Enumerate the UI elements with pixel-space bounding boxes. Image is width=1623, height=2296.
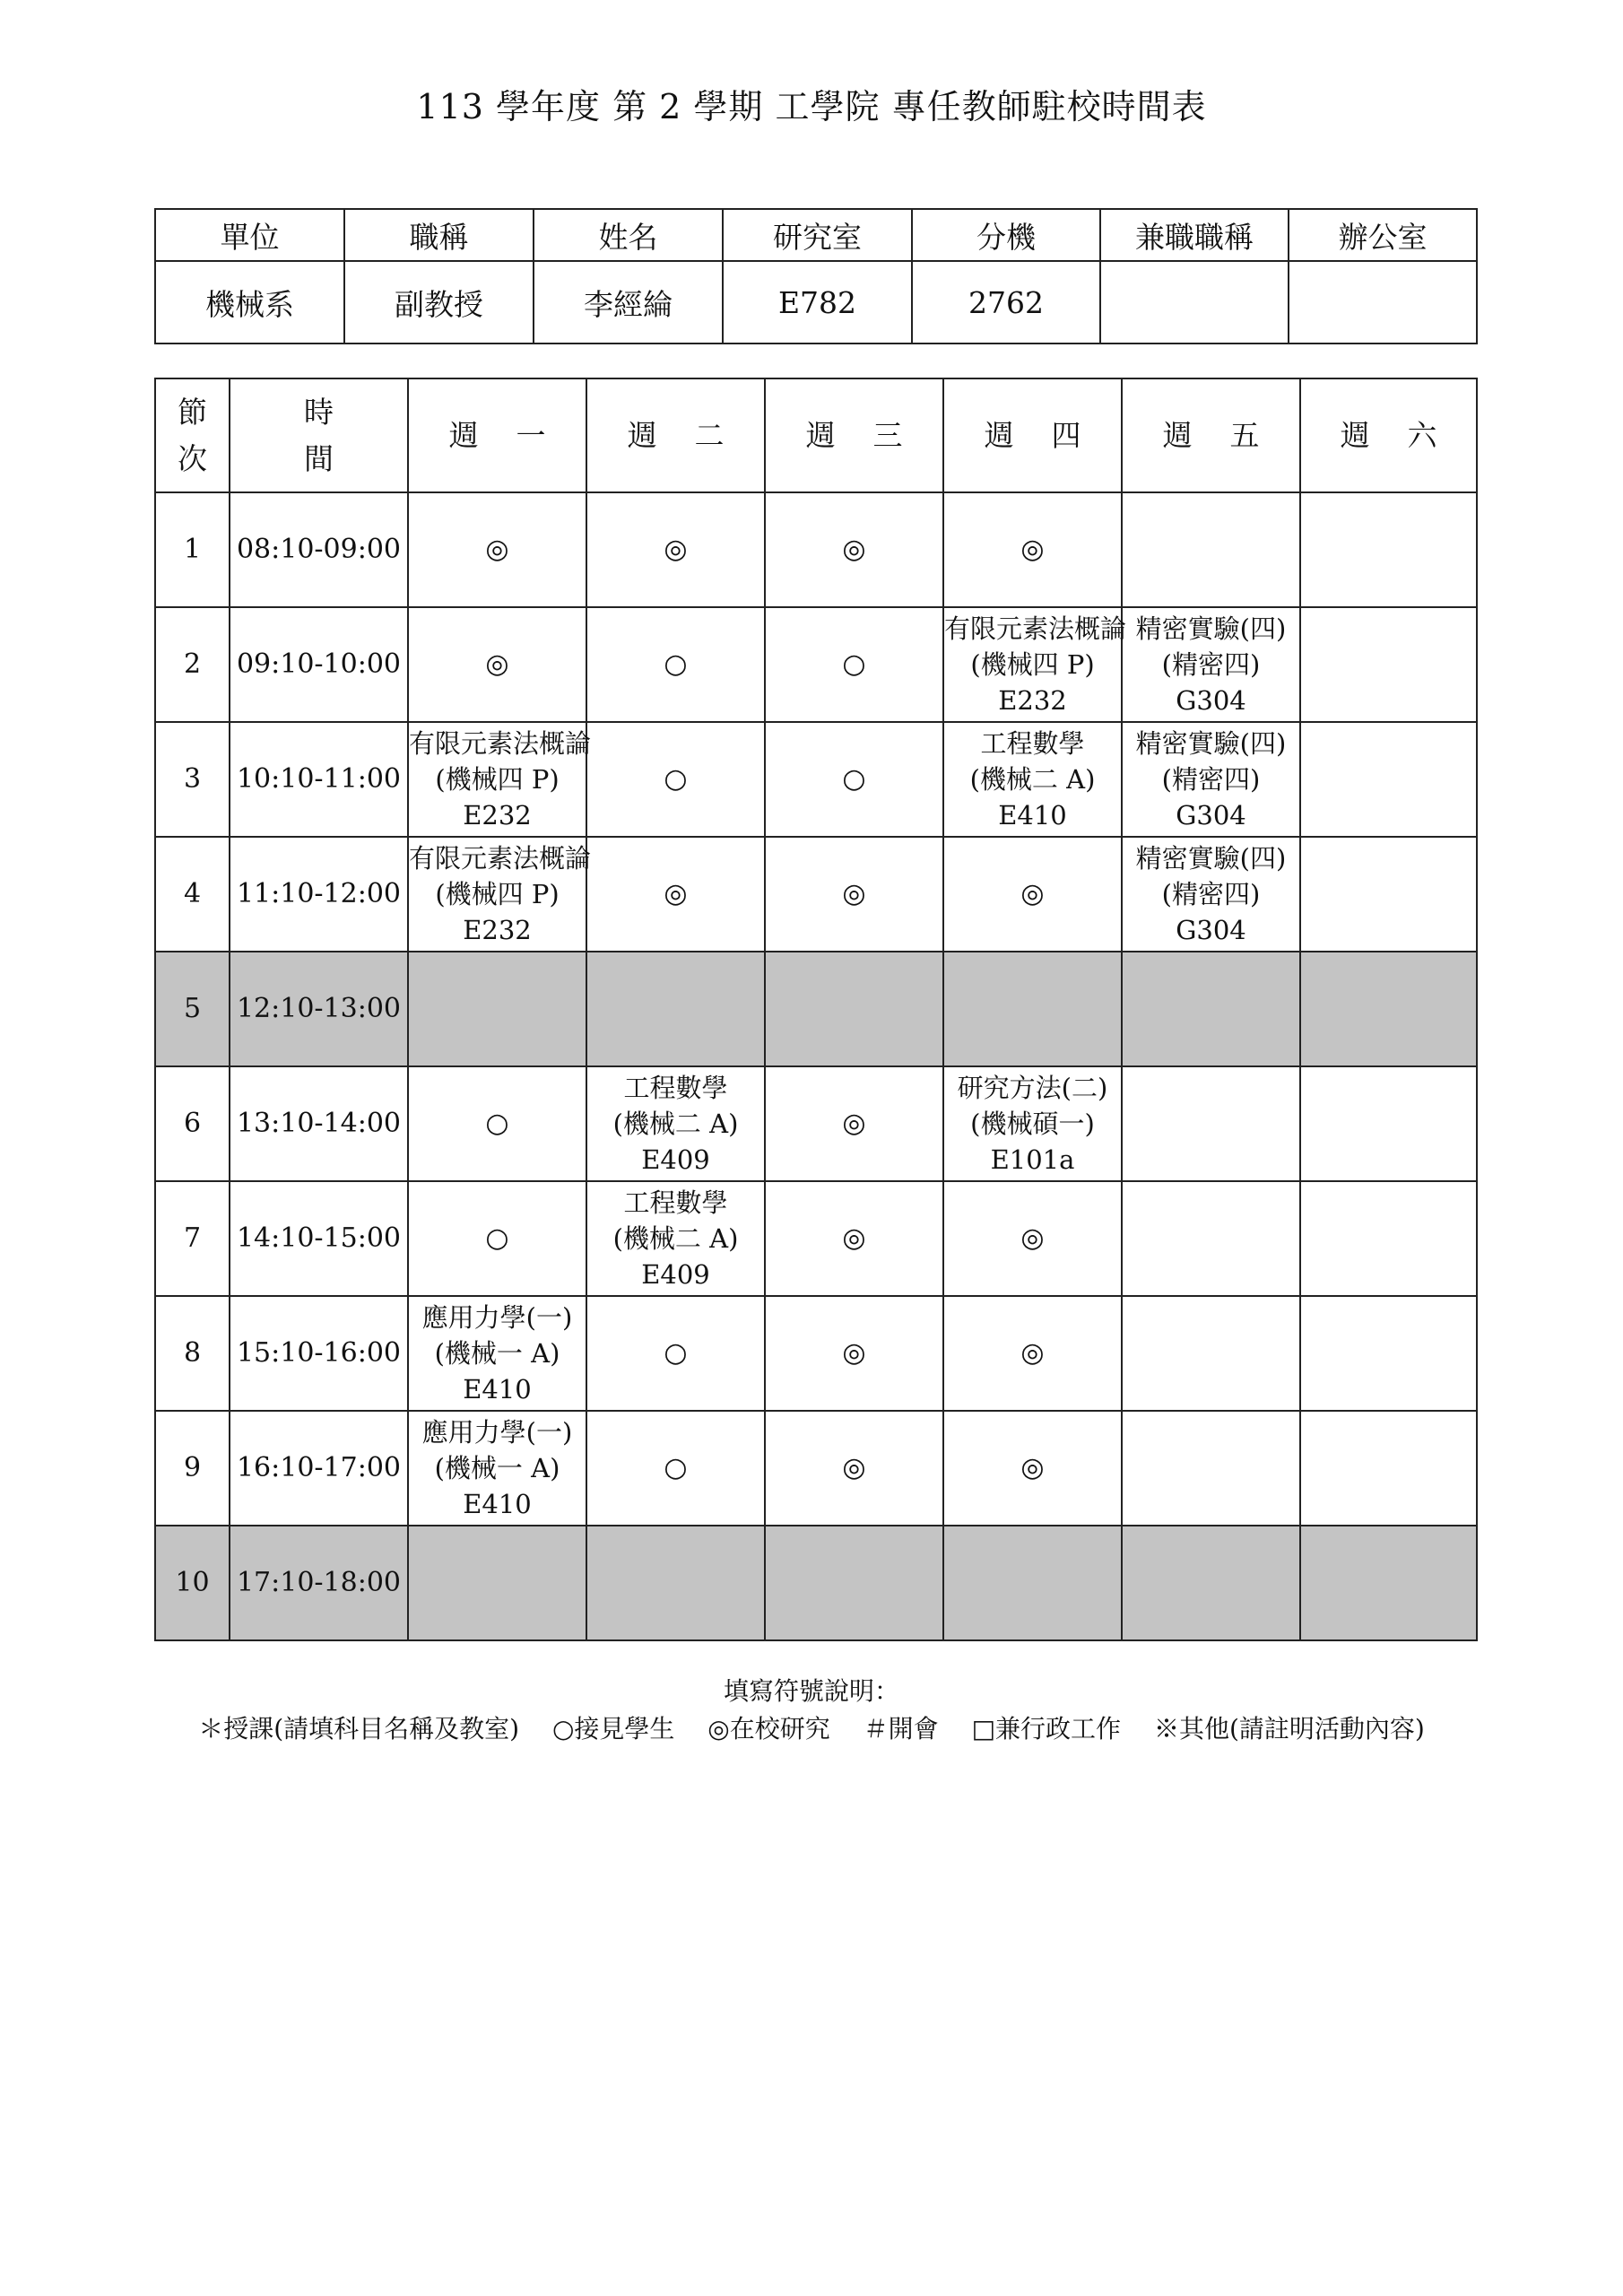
slot-fri-1 bbox=[1122, 492, 1300, 607]
period-number: 7 bbox=[155, 1181, 230, 1296]
legend-title: 填寫符號說明： bbox=[723, 1676, 899, 1706]
info-value-name: 李經綸 bbox=[534, 261, 723, 344]
header-day-sat: 週六 bbox=[1300, 378, 1477, 492]
info-header-unit: 單位 bbox=[155, 209, 344, 261]
slot-tue-2 bbox=[586, 607, 765, 722]
slot-mon-8 bbox=[408, 1296, 586, 1411]
slot-fri-2 bbox=[1122, 607, 1300, 722]
slot-course-line: G304 bbox=[1176, 685, 1246, 716]
schedule-row-5 bbox=[155, 952, 1477, 1066]
slot-fri-9 bbox=[1122, 1411, 1300, 1526]
schedule-row-6 bbox=[155, 1066, 1477, 1181]
slot-wed-7 bbox=[765, 1181, 943, 1296]
slot-wed-10 bbox=[765, 1526, 943, 1640]
slot-course-line: G304 bbox=[1176, 800, 1246, 831]
legend-item-meet-students: ○接見學生 bbox=[551, 1714, 675, 1744]
slot-fri-5 bbox=[1122, 952, 1300, 1066]
slot-symbol: ◎ bbox=[1020, 1337, 1045, 1369]
slot-symbol: ◎ bbox=[842, 878, 866, 909]
period-time: 08:10-09:00 bbox=[230, 492, 408, 607]
slot-wed-8 bbox=[765, 1296, 943, 1411]
info-header-concurrent-title: 兼職職稱 bbox=[1100, 209, 1289, 261]
teacher-info-table bbox=[154, 208, 1478, 344]
slot-course-line: 精密實驗(四) bbox=[1135, 728, 1287, 759]
slot-symbol: ◎ bbox=[664, 878, 688, 909]
legend-item-teaching: ＊授課(請填科目名稱及教室) bbox=[198, 1714, 520, 1744]
slot-tue-7 bbox=[586, 1181, 765, 1296]
legend-item-other: ※其他(請註明活動內容) bbox=[1153, 1714, 1425, 1744]
schedule-row-7 bbox=[155, 1181, 1477, 1296]
page-title: 113 學年度 第 2 學期 工學院 專任教師駐校時間表 bbox=[416, 87, 1207, 126]
slot-thu-8 bbox=[943, 1296, 1122, 1411]
slot-tue-3 bbox=[586, 722, 765, 837]
slot-course-line: 應用力學(一) bbox=[421, 1417, 573, 1448]
slot-sat-4 bbox=[1300, 837, 1477, 952]
info-value-rank: 副教授 bbox=[344, 261, 534, 344]
slot-course-line: (機械一 A) bbox=[434, 1453, 560, 1483]
legend-item-admin-work: □兼行政工作 bbox=[971, 1714, 1122, 1744]
slot-symbol: ◎ bbox=[842, 1337, 866, 1369]
slot-thu-2 bbox=[943, 607, 1127, 722]
slot-symbol: ◎ bbox=[485, 648, 509, 680]
slot-sat-9 bbox=[1300, 1411, 1477, 1526]
slot-wed-5 bbox=[765, 952, 943, 1066]
period-number: 4 bbox=[155, 837, 230, 952]
slot-thu-9 bbox=[943, 1411, 1122, 1526]
slot-symbol: ◎ bbox=[842, 1222, 866, 1254]
info-value-row bbox=[155, 261, 1477, 344]
legend-item-research: ◎在校研究 bbox=[707, 1714, 830, 1744]
slot-symbol: ○ bbox=[664, 1452, 688, 1483]
slot-course-line: E410 bbox=[463, 1374, 532, 1405]
period-time: 13:10-14:00 bbox=[230, 1066, 408, 1181]
slot-fri-10 bbox=[1122, 1526, 1300, 1640]
slot-sat-2 bbox=[1300, 607, 1477, 722]
slot-course-line: E409 bbox=[641, 1144, 710, 1175]
slot-fri-8 bbox=[1122, 1296, 1300, 1411]
slot-mon-6 bbox=[408, 1066, 586, 1181]
info-value-admin-office bbox=[1289, 261, 1477, 344]
schedule-row-8 bbox=[155, 1296, 1477, 1411]
slot-course-line: 工程數學 bbox=[980, 728, 1085, 759]
period-number: 3 bbox=[155, 722, 230, 837]
period-time: 14:10-15:00 bbox=[230, 1181, 408, 1296]
slot-thu-7 bbox=[943, 1181, 1122, 1296]
period-number: 6 bbox=[155, 1066, 230, 1181]
slot-thu-6 bbox=[943, 1066, 1122, 1181]
slot-course-line: E232 bbox=[463, 800, 532, 831]
info-header-name: 姓名 bbox=[534, 209, 723, 261]
info-header-row bbox=[155, 209, 1477, 261]
slot-symbol: ○ bbox=[664, 1337, 688, 1369]
slot-course-line: E232 bbox=[463, 915, 532, 945]
slot-fri-7 bbox=[1122, 1181, 1300, 1296]
period-time: 15:10-16:00 bbox=[230, 1296, 408, 1411]
slot-course-line: (機械二 A) bbox=[612, 1109, 739, 1139]
schedule-header-row bbox=[155, 378, 1477, 492]
slot-course-line: E232 bbox=[998, 685, 1067, 716]
slot-symbol: ○ bbox=[664, 763, 688, 795]
period-time: 17:10-18:00 bbox=[230, 1526, 408, 1640]
schedule-body bbox=[155, 492, 1477, 1640]
slot-sat-3 bbox=[1300, 722, 1477, 837]
period-time: 16:10-17:00 bbox=[230, 1411, 408, 1526]
slot-mon-5 bbox=[408, 952, 586, 1066]
slot-course-line: E101a bbox=[990, 1144, 1075, 1175]
info-header-admin-office: 辦公室 bbox=[1289, 209, 1477, 261]
slot-symbol: ○ bbox=[485, 1108, 509, 1139]
slot-symbol: ○ bbox=[485, 1222, 509, 1254]
header-day-fri: 週五 bbox=[1122, 378, 1300, 492]
slot-course-line: (機械二 A) bbox=[969, 764, 1096, 795]
period-time: 10:10-11:00 bbox=[230, 722, 408, 837]
slot-thu-10 bbox=[943, 1526, 1122, 1640]
slot-mon-7 bbox=[408, 1181, 586, 1296]
slot-course-line: E410 bbox=[998, 800, 1067, 831]
slot-symbol: ◎ bbox=[1020, 1452, 1045, 1483]
info-value-office: E782 bbox=[723, 261, 912, 344]
slot-wed-9 bbox=[765, 1411, 943, 1526]
slot-course-line: 研究方法(二) bbox=[957, 1073, 1108, 1103]
slot-fri-4 bbox=[1122, 837, 1300, 952]
slot-symbol: ○ bbox=[842, 763, 866, 795]
period-time: 11:10-12:00 bbox=[230, 837, 408, 952]
slot-tue-10 bbox=[586, 1526, 765, 1640]
slot-sat-5 bbox=[1300, 952, 1477, 1066]
slot-symbol: ◎ bbox=[1020, 878, 1045, 909]
slot-course-line: (精密四) bbox=[1161, 879, 1261, 909]
slot-course-line: (機械二 A) bbox=[612, 1223, 739, 1254]
slot-symbol: ◎ bbox=[842, 1108, 866, 1139]
slot-course-line: E409 bbox=[641, 1259, 710, 1290]
info-value-concurrent-title bbox=[1100, 261, 1289, 344]
slot-tue-9 bbox=[586, 1411, 765, 1526]
header-day-tue: 週二 bbox=[586, 378, 765, 492]
slot-symbol: ◎ bbox=[842, 534, 866, 565]
schedule-row-9 bbox=[155, 1411, 1477, 1526]
schedule-row-10 bbox=[155, 1526, 1477, 1640]
slot-course-line: 有限元素法概論 bbox=[409, 843, 592, 874]
slot-symbol: ◎ bbox=[1020, 1222, 1045, 1254]
schedule-row-2 bbox=[155, 607, 1477, 722]
slot-sat-8 bbox=[1300, 1296, 1477, 1411]
slot-tue-1 bbox=[586, 492, 765, 607]
slot-symbol: ◎ bbox=[842, 1452, 866, 1483]
slot-course-line: 精密實驗(四) bbox=[1135, 843, 1287, 874]
legend-item-meeting: ＃開會 bbox=[863, 1714, 939, 1744]
slot-mon-9 bbox=[408, 1411, 586, 1526]
period-time: 12:10-13:00 bbox=[230, 952, 408, 1066]
slot-mon-4 bbox=[408, 837, 592, 952]
period-number: 2 bbox=[155, 607, 230, 722]
slot-wed-3 bbox=[765, 722, 943, 837]
slot-course-line: (機械碩一) bbox=[970, 1109, 1095, 1139]
slot-wed-6 bbox=[765, 1066, 943, 1181]
slot-fri-6 bbox=[1122, 1066, 1300, 1181]
schedule-row-3 bbox=[155, 722, 1477, 837]
slot-symbol: ○ bbox=[664, 648, 688, 680]
slot-mon-10 bbox=[408, 1526, 586, 1640]
slot-course-line: (機械四 P) bbox=[435, 764, 560, 795]
slot-course-line: (機械四 P) bbox=[970, 649, 1095, 680]
slot-tue-4 bbox=[586, 837, 765, 952]
slot-sat-1 bbox=[1300, 492, 1477, 607]
slot-course-line: (精密四) bbox=[1161, 764, 1261, 795]
slot-thu-3 bbox=[943, 722, 1122, 837]
period-number: 1 bbox=[155, 492, 230, 607]
slot-thu-5 bbox=[943, 952, 1122, 1066]
info-header-rank: 職稱 bbox=[344, 209, 534, 261]
slot-mon-3 bbox=[408, 722, 592, 837]
schedule-row-4 bbox=[155, 837, 1477, 952]
slot-symbol: ◎ bbox=[664, 534, 688, 565]
slot-course-line: (機械四 P) bbox=[435, 879, 560, 909]
slot-symbol: ○ bbox=[842, 648, 866, 680]
slot-mon-2 bbox=[408, 607, 586, 722]
header-day-mon: 週一 bbox=[408, 378, 586, 492]
slot-course-line: E410 bbox=[463, 1489, 532, 1519]
schedule-table bbox=[154, 378, 1478, 1641]
slot-fri-3 bbox=[1122, 722, 1300, 837]
slot-sat-6 bbox=[1300, 1066, 1477, 1181]
header-period: 節 次 bbox=[155, 378, 230, 492]
slot-symbol: ◎ bbox=[485, 534, 509, 565]
slot-course-line: 精密實驗(四) bbox=[1135, 613, 1287, 644]
slot-wed-2 bbox=[765, 607, 943, 722]
schedule-row-1 bbox=[155, 492, 1477, 607]
period-number: 8 bbox=[155, 1296, 230, 1411]
legend bbox=[0, 1709, 1623, 1745]
slot-thu-4 bbox=[943, 837, 1122, 952]
slot-course-line: (精密四) bbox=[1161, 649, 1261, 680]
info-value-unit: 機械系 bbox=[155, 261, 344, 344]
slot-sat-7 bbox=[1300, 1181, 1477, 1296]
slot-course-line: 工程數學 bbox=[623, 1073, 728, 1103]
slot-symbol: ◎ bbox=[1020, 534, 1045, 565]
header-time: 時 間 bbox=[230, 378, 408, 492]
slot-course-line: (機械一 A) bbox=[434, 1338, 560, 1369]
slot-thu-1 bbox=[943, 492, 1122, 607]
slot-tue-8 bbox=[586, 1296, 765, 1411]
header-day-thu: 週四 bbox=[943, 378, 1122, 492]
period-time: 09:10-10:00 bbox=[230, 607, 408, 722]
period-number: 5 bbox=[155, 952, 230, 1066]
period-number: 9 bbox=[155, 1411, 230, 1526]
slot-course-line: 有限元素法概論 bbox=[944, 613, 1127, 644]
slot-tue-5 bbox=[586, 952, 765, 1066]
period-number: 10 bbox=[155, 1526, 230, 1640]
slot-mon-1 bbox=[408, 492, 586, 607]
slot-sat-10 bbox=[1300, 1526, 1477, 1640]
slot-course-line: 工程數學 bbox=[623, 1187, 728, 1218]
slot-wed-4 bbox=[765, 837, 943, 952]
slot-tue-6 bbox=[586, 1066, 765, 1181]
slot-course-line: 有限元素法概論 bbox=[409, 728, 592, 759]
slot-course-line: G304 bbox=[1176, 915, 1246, 945]
slot-course-line: 應用力學(一) bbox=[421, 1302, 573, 1333]
info-header-extension: 分機 bbox=[912, 209, 1100, 261]
info-value-extension: 2762 bbox=[912, 261, 1100, 344]
header-day-wed: 週三 bbox=[765, 378, 943, 492]
info-header-office: 研究室 bbox=[723, 209, 912, 261]
slot-wed-1 bbox=[765, 492, 943, 607]
